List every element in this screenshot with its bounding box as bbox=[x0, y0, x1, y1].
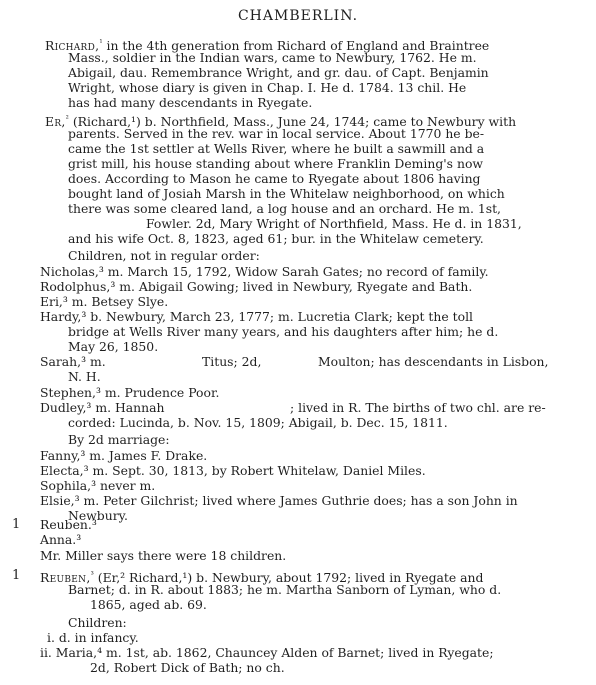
reuben-child-ii-1: ii. Maria,⁴ m. 1st, ab. 1862, Chauncey Alden of Barnet; lived in Ryegate; bbox=[40, 645, 494, 660]
er-line-7: there was some cleared land, a log house and an orchard. He m. 1st, bbox=[68, 201, 502, 216]
er-line-9: and his wife Oct. 8, 1823, aged 61; bur. in the Whitelaw cemetery. bbox=[68, 231, 484, 246]
generation-mark: ² bbox=[65, 114, 69, 123]
child-hardy-1: Hardy,³ b. Newbury, March 23, 1777; m. Lucretia Clark; kept the toll bbox=[40, 309, 474, 324]
er-line-8: Fowler. 2d, Mary Wright of Northfield, Mass. He d. in 1831, bbox=[146, 216, 522, 231]
er-line-3: came the 1st settler at Wells River, where he built a sawmill and a bbox=[68, 141, 485, 156]
child-rodolphus: Rodolphus,³ m. Abigail Gowing; lived in Newbury, Ryegate and Bath. bbox=[40, 279, 473, 294]
reuben-line-2: Barnet; d. in R. about 1883; he m. Martha Sanborn of Lyman, who d. bbox=[68, 582, 502, 597]
generation-mark: ³ bbox=[90, 570, 94, 579]
richard-line-4: Wright, whose diary is given in Chap. I. He d. 1784. 13 chil. He bbox=[68, 80, 467, 95]
reuben-children-heading: Children: bbox=[68, 615, 127, 630]
er-line-2: parents. Served in the rev. war in local service. About 1770 he be- bbox=[68, 126, 485, 141]
child-anna: Anna.³ bbox=[40, 532, 82, 547]
child-hardy-2: bridge at Wells River many years, and his daughters after him; he d. bbox=[68, 324, 499, 339]
entry-name-er: Er, bbox=[45, 114, 66, 130]
reuben-child-i: i. d. in infancy. bbox=[47, 630, 139, 645]
child-sarah-1a: Sarah,³ m. bbox=[40, 354, 106, 369]
child-dudley-2: corded: Lucinda, b. Nov. 15, 1809; Abigail, b. Dec. 15, 1811. bbox=[68, 415, 448, 430]
child-stephen: Stephen,³ m. Prudence Poor. bbox=[40, 385, 220, 400]
er-line-4: grist mill, his house standing about where Franklin Deming's now bbox=[68, 156, 484, 171]
richard-line-3: Abigail, dau. Remembrance Wright, and gr. dau. of Capt. Benjamin bbox=[68, 65, 489, 80]
child-dudley-1b: ; lived in R. The births of two chl. are re- bbox=[290, 400, 546, 415]
child-sophila: Sophila,³ never m. bbox=[40, 478, 156, 493]
er-line-5: does. According to Mason he came to Ryegate about 1806 having bbox=[68, 171, 481, 186]
er-text: (Richard,¹) b. Northfield, Mass., June 24, 1744; came to Newbury with bbox=[68, 114, 517, 130]
second-marriage-heading: By 2d marriage: bbox=[68, 432, 170, 447]
child-reuben: Reuben.³ bbox=[40, 517, 97, 532]
miller-note: Mr. Miller says there were 18 children. bbox=[40, 548, 287, 563]
child-elsie-1: Elsie,³ m. Peter Gilchrist; lived where James Guthrie does; has a son John in bbox=[40, 493, 518, 508]
child-elsie-2: Newbury. bbox=[68, 508, 128, 523]
reuben-line-3: 1865, aged ab. 69. bbox=[90, 597, 207, 612]
child-hardy-3: May 26, 1850. bbox=[68, 339, 159, 354]
er-line-6: bought land of Josiah Marsh in the Whitelaw neighborhood, on which bbox=[68, 186, 505, 201]
children-heading: Children, not in regular order: bbox=[68, 248, 260, 263]
page-title: CHAMBERLIN. bbox=[237, 8, 359, 24]
generation-mark: ¹ bbox=[99, 38, 103, 47]
entry-name-richard: Richard, bbox=[45, 38, 100, 54]
reuben-child-ii-2: 2d, Robert Dick of Bath; no ch. bbox=[90, 660, 285, 675]
margin-number: 1 bbox=[12, 568, 21, 583]
reuben-text: (Er,² Richard,¹) b. Newbury, about 1792; lived in Ryegate and bbox=[93, 570, 484, 586]
richard-line-2: Mass., soldier in the Indian wars, came to Newbury, 1762. He m. bbox=[68, 50, 477, 65]
richard-line-5: has had many descendants in Ryegate. bbox=[68, 95, 313, 110]
child-sarah-1b: Titus; 2d, bbox=[202, 354, 262, 369]
child-eri: Eri,³ m. Betsey Slye. bbox=[40, 294, 169, 309]
child-fanny: Fanny,³ m. James F. Drake. bbox=[40, 448, 208, 463]
child-sarah-1c: Moulton; has descendants in Lisbon, bbox=[318, 354, 549, 369]
entry-name-reuben: Reuben, bbox=[40, 570, 91, 586]
richard-text: in the 4th generation from Richard of England and Braintree bbox=[102, 38, 490, 54]
child-nicholas: Nicholas,³ m. March 15, 1792, Widow Sarah Gates; no record of family. bbox=[40, 264, 489, 279]
child-sarah-2: N. H. bbox=[68, 369, 101, 384]
margin-number: 1 bbox=[12, 517, 21, 532]
child-dudley-1a: Dudley,³ m. Hannah bbox=[40, 400, 165, 415]
child-electa: Electa,³ m. Sept. 30, 1813, by Robert Whitelaw, Daniel Miles. bbox=[40, 463, 426, 478]
